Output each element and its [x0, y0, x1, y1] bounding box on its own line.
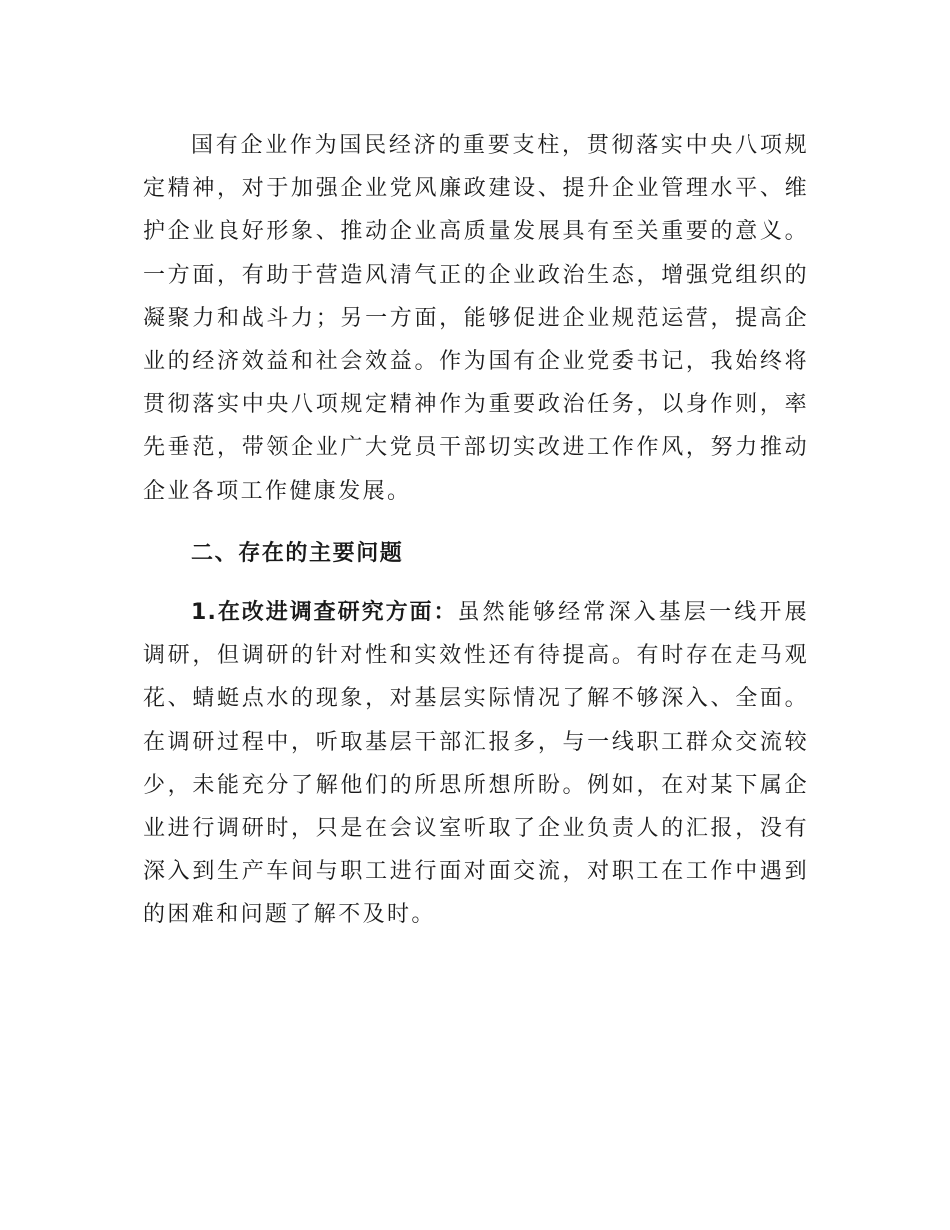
section-heading: 二、存在的主要问题 — [191, 540, 404, 566]
intro-paragraph: 国有企业作为国民经济的重要支柱，贯彻落实中央八项规定精神，对于加强企业党风廉政建设、提升企业管理水平、维护企业良好形象、推动企业高质量发展具有至关重要的意义。一方面，有助于营造风清气正的企业政治生态，增强党组织的凝聚力和战斗力；另一方面，能够促进企业规范运营，提高企业的经济效益和社会效益。作为国有企业党委书记，我始终将贯彻落实中央八项规定精神作为重要政治任务，以身作则，率先垂范，带领企业广大党员干部切实改进工作作风，努力推动企业各项工作健康发展。 — [143, 133, 809, 504]
item-1-text: 虽然能够经常深入基层一线开展调研，但调研的针对性和实效性还有待提高。有时存在走马观花、蜻蜓点水的现象，对基层实际情况了解不够深入、全面。在调研过程中，听取基层干部汇报多，与一线职工群众交流较少，未能充分了解他们的所思所想所盼。例如，在对某下属企业进行调研时，只是在会议室听取了企业负责人的汇报，没有深入到生产车间与职工进行面对面交流，对职工在工作中遇到的困难和问题了解不及时。 — [143, 600, 809, 928]
item-1-lead: 1.在改进调查研究方面： — [191, 600, 458, 626]
document-body — [143, 124, 809, 937]
item-1-paragraph — [143, 591, 809, 937]
